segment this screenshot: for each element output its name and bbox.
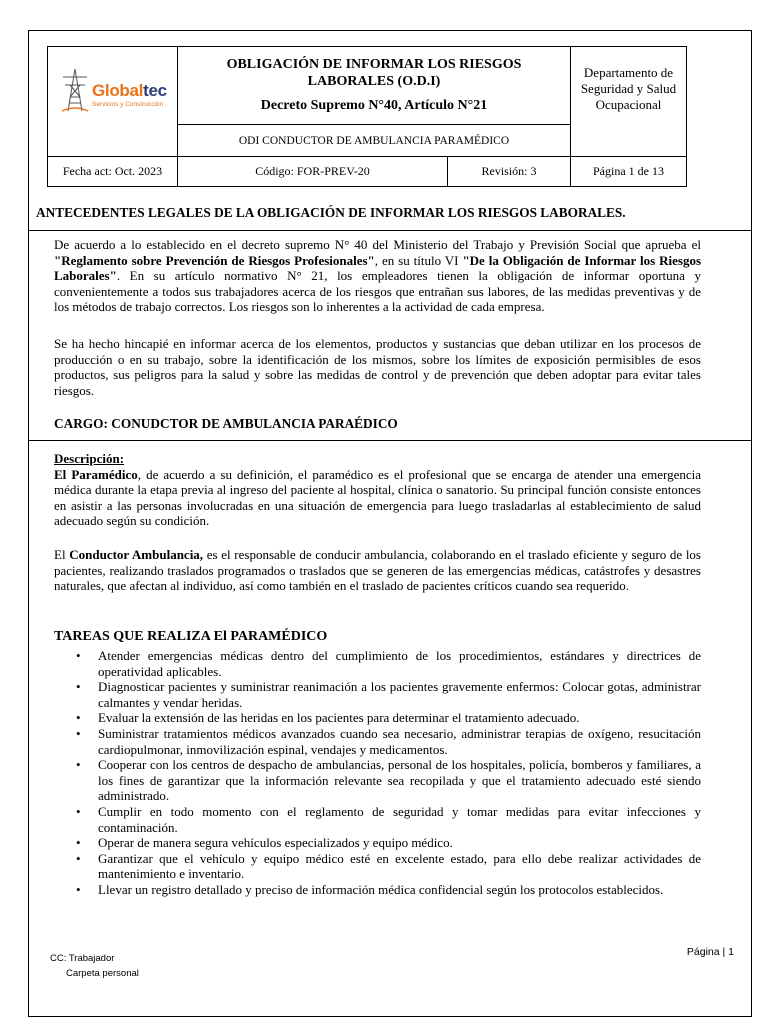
antecedentes-paragraph-1: De acuerdo a lo establecido en el decreto supremo N° 40 del Ministerio del Trabajo y Previsión Social que aprueba el "Reglamento sobre Prevención de Riesgos Profesionales", en su título VI "De la Obligación de Informar los Riesgos Laborales". En su artículo normativo N° 21, los empleadores tienen la obligación de informar oportuna y convenientemente a todos sus trabajadores acerca de los riesgos que entrañan sus labores, de las medidas preventivas y de los métodos de trabajo correctos. Los riesgos son lo inherentes a la actividad de cada empresa. [54,237,702,315]
list-item: • Cooperar con los centros de despacho de ambulancias, personal de los hospitales, policía, bomberos y familiares, a los fines de garantizar que la información relevante sea recopilada y que el tratamiento adecuado esté siendo administrado. [76,757,701,804]
revision-number: Revisión: 3 [448,157,571,186]
list-item: • Llevar un registro detallado y preciso de información médica confidencial según los protocolos establecidos. [76,881,664,897]
descripcion-label: Descripción: [54,451,125,466]
title-cell [178,47,571,125]
list-item: • Diagnosticar pacientes y suministrar reanimación a los pacientes gravemente enfermos: Colocar gotas, administrar calmantes y vendar heridas. [76,679,701,710]
list-item: • Suministrar tratamientos médicos avanzados cuando sea necesario, administrar terapias de oxígeno, resucitación cardiopulmonar, inmovilización espinal, vendajes y medicamentos. [76,725,701,757]
cc-line: CC: Trabajador [50,953,115,964]
list-item: • Operar de manera segura vehículos especializados y equipo médico. [76,835,453,851]
list-item: • Cumplir en todo momento con el reglamento de seguridad y tomar medidas para evitar infecciones y contaminación. [76,803,701,835]
descripcion-paragraph: Descripción: El Paramédico, de acuerdo a su definición, el paramédico es el profesional que se encarga de atender una emergencia médica durante la etapa previa al ingreso del paciente al hospital, clínica o sanatorio. Su principal función consiste entonces en asistir a las personas involucradas en una situación de emergencia para luego trasladarlas al establecimiento de salud adecuado según su condición. [54,451,701,529]
logo-wordmark: Globaltec [92,81,167,100]
tareas-heading: TAREAS QUE REALIZA El PARAMÉDICO [54,629,328,644]
page-count: Página 1 de 13 [593,164,664,178]
logo-cell [48,47,178,157]
cargo-heading: CARGO: CONUDCTOR DE AMBULANCIA PARAÉDICO [54,416,398,431]
conductor-paragraph: El Conductor Ambulancia, es el responsable de conducir ambulancia, colaborando en el traslado eficiente y seguro de los pacientes, realizando traslados programados o traslados que se generen de las emergencias médicas, catástrofes y desastres naturales, que afectan al individuo, así como también en el traslado de pacientes críticos cuando sea requerido. [54,547,701,594]
list-item: • Evaluar la extensión de las heridas en los pacientes para determinar el tratamiento adecuado. [76,710,580,726]
section-divider [29,230,751,231]
document-code: Código: FOR-PREV-20 [178,157,448,186]
company-logo [58,67,178,127]
odi-label: ODI CONDUCTOR DE AMBULANCIA PARAMÉDICO [178,125,571,157]
section-divider [29,440,751,441]
decree-reference: Decreto Supremo N°40, Artículo N°21 [260,98,488,113]
document-title: OBLIGACIÓN DE INFORMAR LOS RIESGOS LABORALES (O.D.I) [226,57,522,89]
document-header-table [47,46,687,187]
list-item: • Garantizar que el vehículo y equipo médico esté en excelente estado, para ello debe realizar actividades de mantenimiento e inventario. [76,850,701,882]
footer-copies [50,951,139,981]
antecedentes-heading: ANTECEDENTES LEGALES DE LA OBLIGACIÓN DE INFORMAR LOS RIESGOS LABORALES. [36,205,626,220]
antecedentes-paragraph-2: Se ha hecho hincapié en informar acerca de los elementos, productos y sustancias que deban utilizar en los procesos de producción o en su trabajo, sobre la identificación de los mismos, sobre los límites de exposición permisibles de esos productos, sus peligros para la salud y sobre las medidas de control y de prevención que deben adoptar para evitar tales riesgos. [54,336,701,398]
cc-line: Carpeta personal [66,968,139,979]
department-cell: Departamento de Seguridad y Salud Ocupacional [571,47,686,157]
update-date: Fecha act: Oct. 2023 [48,157,178,186]
list-item: • Atender emergencias médicas dentro del cumplimiento de los procedimientos, estándares y directrices de operatividad aplicables. [76,648,701,679]
logo-tagline: Servicios y Construcción [92,101,164,108]
power-tower-icon [60,67,90,113]
footer-page-number: Página | 1 [686,946,734,958]
tareas-list [54,648,701,898]
